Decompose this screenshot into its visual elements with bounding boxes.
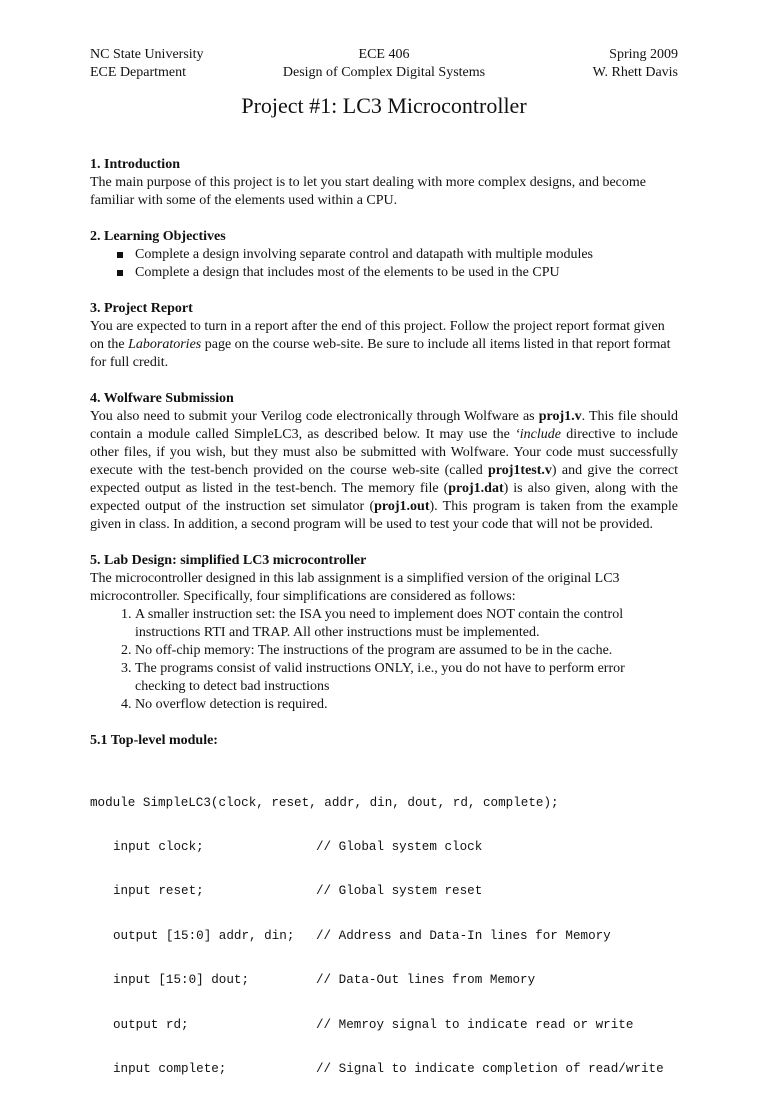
verilog-code-block: [90, 766, 678, 1106]
filename-proj1-v: proj1.v: [538, 409, 582, 424]
list-item: Complete a design that includes most of the elements to be used in the CPU: [135, 264, 678, 282]
header-course-name: Design of Complex Digital Systems: [282, 65, 486, 80]
section-heading: 2. Learning Objectives: [90, 229, 226, 244]
code-line-port: [90, 1018, 678, 1033]
port-declaration: output [15:0] addr, din;: [113, 928, 295, 943]
section-top-level-module: [90, 732, 678, 750]
text-run: . This file should contain a module called SimpleLC3, as described below. It may use the: [90, 409, 678, 442]
header-term: Spring 2009: [609, 47, 678, 62]
port-declaration: input [15:0] dout;: [113, 973, 250, 988]
header-course: ECE 406: [358, 47, 410, 62]
section-heading: 4. Wolfware Submission: [90, 391, 234, 406]
code-line-port: [90, 973, 678, 988]
section-project-report: [90, 300, 678, 372]
section-heading: 1. Introduction: [90, 157, 180, 172]
filename-proj1test-v: proj1test.v: [488, 463, 552, 478]
port-declaration: input clock;: [113, 839, 204, 854]
section-heading: 5. Lab Design: simplified LC3 microcontroller: [90, 553, 367, 568]
section-lab-design: [90, 552, 678, 714]
section-text: [90, 318, 678, 372]
list-item: 1. A smaller instruction set: the ISA you need to implement does NOT contain the control instructions RTI and TRAP. All other instructions must be implemented.: [135, 606, 678, 642]
port-comment: // Address and Data-In lines for Memory: [316, 928, 611, 943]
code-line-module: module SimpleLC3(clock, reset, addr, din, dout, rd, complete);: [90, 795, 559, 810]
list-item: 2. No off-chip memory: The instructions of the program are assumed to be in the cache.: [135, 642, 678, 660]
section-text: The microcontroller designed in this lab assignment is a simplified version of the original LC3 microcontroller. Specifically, four simplifications are considered as follows:: [90, 571, 620, 604]
header-instructor: W. Rhett Davis: [592, 65, 678, 80]
document-body: [90, 156, 678, 1106]
text-run: page on the course web-site. Be sure to include all items listed in that report format for full credit.: [90, 337, 671, 370]
page-header: [90, 46, 678, 82]
text-run: You also need to submit your Verilog code electronically through Wolfware as: [90, 409, 539, 424]
filename-proj1-out: proj1.out: [374, 499, 430, 514]
section-text: The main purpose of this project is to let you start dealing with more complex designs, and become familiar with some of the elements used within a CPU.: [90, 175, 646, 208]
text-run: ) and give the correct expected output as listed in the test-bench. The memory file (: [90, 463, 678, 496]
simplifications-list: [90, 606, 678, 714]
text-run: You are expected to turn in a report after the end of this project. Follow the project report format given on the: [90, 319, 665, 352]
list-item: Complete a design involving separate control and datapath with multiple modules: [135, 246, 678, 264]
port-declaration: input complete;: [113, 1061, 227, 1076]
list-item: 3. The programs consist of valid instructions ONLY, i.e., you do not have to perform error checking to detect bad instructions: [135, 660, 678, 696]
laboratories-emphasis: Laboratories: [128, 337, 202, 352]
port-comment: // Memroy signal to indicate read or write: [316, 1017, 634, 1032]
section-heading: 3. Project Report: [90, 301, 193, 316]
code-line-port: [90, 929, 678, 944]
page-title: Project #1: LC3 Microcontroller: [241, 93, 527, 118]
text-run: ) is also given, along with the expected output of the instruction set simulator (: [90, 481, 678, 514]
header-department: ECE Department: [90, 65, 187, 80]
section-text: [90, 408, 678, 534]
section-introduction: [90, 156, 678, 210]
text-run: ). This program is taken from the example given in class. In addition, a second program will be used to test your code that will not be provided.: [90, 499, 678, 532]
port-comment: // Global system reset: [316, 884, 483, 899]
filename-proj1-dat: proj1.dat: [448, 481, 504, 496]
port-comment: // Signal to indicate completion of read/write: [316, 1061, 664, 1076]
port-comment: // Global system clock: [316, 839, 483, 854]
section-heading: 5.1 Top-level module:: [90, 733, 218, 748]
list-item: 4. No overflow detection is required.: [135, 696, 678, 714]
port-comment: // Data-Out lines from Memory: [316, 973, 536, 988]
include-emphasis: ‘include: [515, 427, 561, 442]
code-line-port: [90, 884, 678, 899]
header-row-2: [90, 64, 678, 82]
objectives-list: [90, 246, 678, 282]
section-learning-objectives: [90, 228, 678, 282]
header-university: NC State University: [90, 47, 204, 62]
code-line-port: [90, 840, 678, 855]
port-declaration: input reset;: [113, 884, 204, 899]
header-row-1: [90, 46, 678, 64]
code-line-port: [90, 1062, 678, 1077]
section-wolfware-submission: [90, 390, 678, 534]
text-run: directive to include other files, if you wish, but they must also be submitted with Wolfware. Your code must successfully execute with the test-bench provided on the course web-site (called: [90, 427, 678, 478]
port-declaration: output rd;: [113, 1017, 189, 1032]
